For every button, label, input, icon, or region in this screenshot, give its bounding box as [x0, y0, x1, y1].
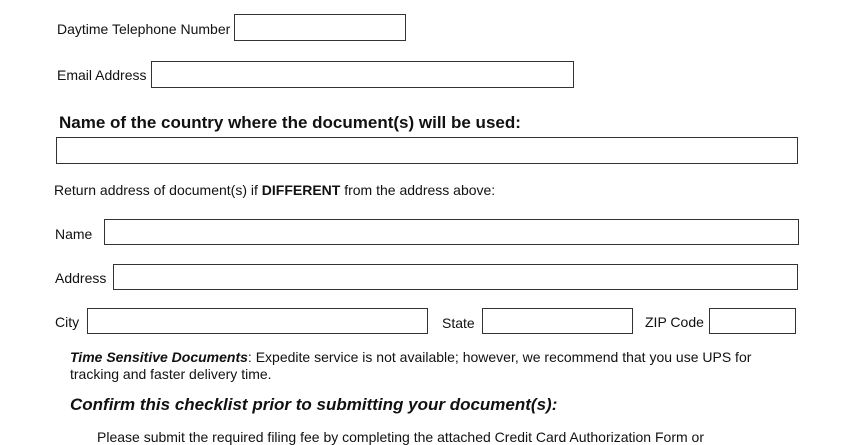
phone-label: Daytime Telephone Number [57, 21, 231, 37]
address-field[interactable] [113, 264, 798, 290]
time-sensitive-title: Time Sensitive Documents [70, 349, 248, 365]
zip-label: ZIP Code [645, 314, 704, 330]
country-heading: Name of the country where the document(s) will be used: [59, 113, 521, 132]
name-label: Name [55, 226, 93, 242]
time-sensitive-note [70, 349, 770, 383]
state-label: State [442, 315, 475, 331]
address-label: Address [55, 270, 107, 286]
intro-suffix: from the address above: [340, 182, 496, 198]
zip-field[interactable] [709, 308, 796, 334]
email-label: Email Address [57, 67, 147, 83]
intro-prefix: Return address of document(s) if [54, 182, 262, 198]
city-label: City [55, 314, 80, 330]
intro-emphasis: DIFFERENT [261, 182, 341, 198]
checklist-item: Please submit the required filing fee by completing the attached Credit Card Authorization Form or [97, 429, 704, 445]
time-sensitive-body: : Expedite service is not available; however, we recommend that you use UPS for tracking and faster delivery time. [70, 349, 752, 382]
return-address-intro [54, 182, 495, 198]
email-field[interactable] [151, 61, 574, 88]
state-field[interactable] [482, 308, 633, 334]
city-field[interactable] [87, 308, 428, 334]
checklist-heading: Confirm this checklist prior to submitting your document(s): [70, 395, 558, 414]
name-field[interactable] [104, 219, 799, 245]
country-field[interactable] [56, 137, 798, 164]
phone-field[interactable] [234, 14, 406, 41]
